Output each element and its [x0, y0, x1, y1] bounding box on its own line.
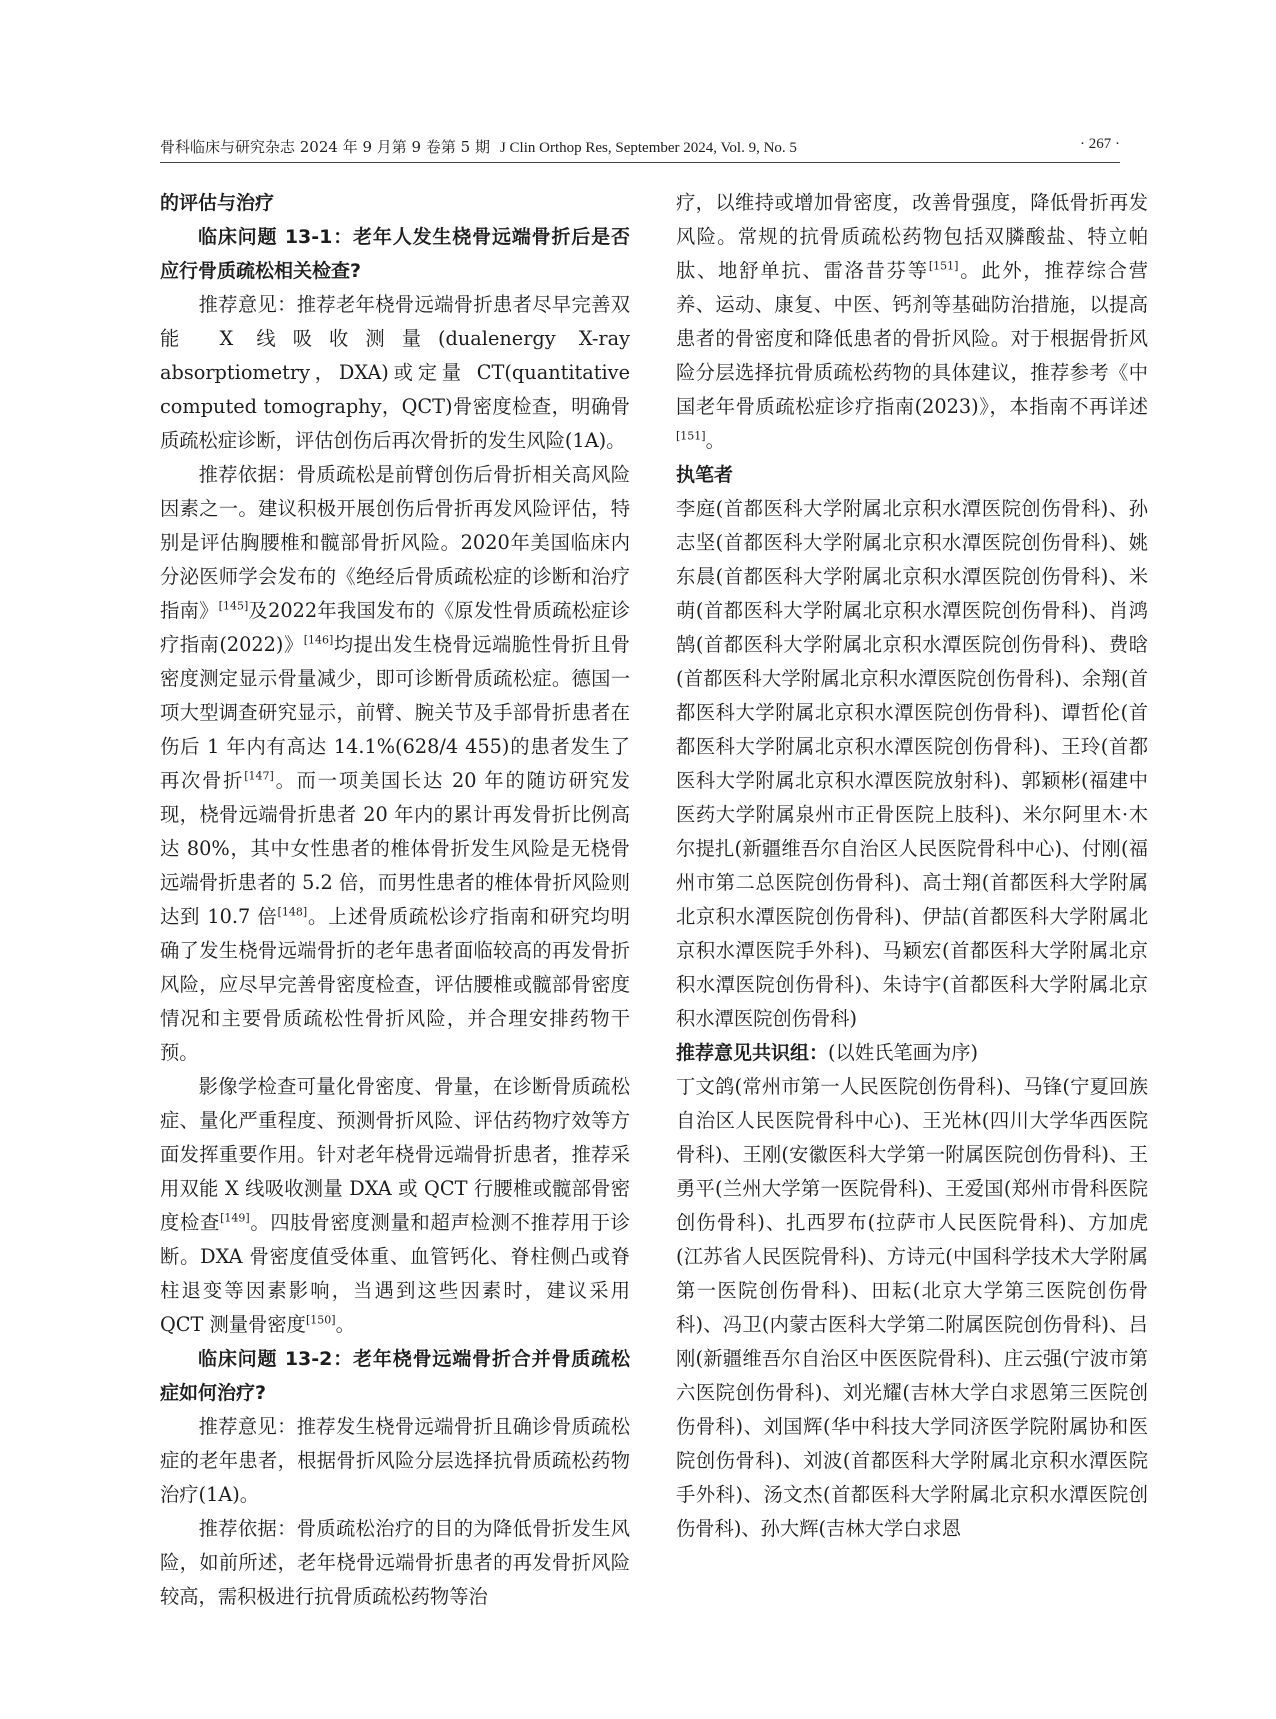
question-13-1-basis [160, 458, 630, 1070]
citation-ref: [146] [303, 633, 334, 647]
journal-citation [160, 136, 797, 157]
question-13-1-title: 临床问题 13-1：老年人发生桡骨远端骨折后是否应行骨质疏松相关检查? [160, 226, 630, 282]
right-column [676, 186, 1148, 1546]
citation-ref: [147] [244, 769, 274, 783]
panel-heading-line [676, 1036, 1148, 1070]
treatment-text: 。 [705, 429, 725, 452]
treatment-text: 。此外，推荐综合营养、运动、康复、中医、钙剂等基础防治措施，以提高患者的骨密度和降低患者的骨折风险。对于根据骨折风险分层选择抗骨质疏松药物的具体建议，推荐参考《中国老年骨质疏松症诊疗指南(2023)》，本指南不再详述 [676, 259, 1149, 418]
journal-title-cn: 骨科临床与研究杂志 2024 年 9 月第 9 卷第 5 期 [160, 138, 490, 156]
treatment-continuation [676, 186, 1148, 458]
citation-ref: [151] [676, 429, 706, 443]
page-number: · 267 · [1080, 136, 1120, 152]
authors-list: 李庭(首都医科大学附属北京积水潭医院创伤骨科)、孙志坚(首都医科大学附属北京积水潭医院创伤骨科)、姚东晨(首都医科大学附属北京积水潭医院创伤骨科)、米萌(首都医科大学附属北京积水潭医院创伤骨科)、肖鸿鹄(首都医科大学附属北京积水潭医院创伤骨科)、费晗(首都医科大学附属北京积水潭医院创伤骨科)、余翔(首都医科大学附属北京积水潭医院创伤骨科)、谭哲伦(首都医科大学附属北京积水潭医院创伤骨科)、王玲(首都医科大学附属北京积水潭医院放射科)、郭颖彬(福建中医药大学附属泉州市正骨医院上肢科)、米尔阿里木·木尔提扎(新疆维吾尔自治区人民医院骨科中心)、付刚(福州市第二总医院创伤骨科)、高士翔(首都医科大学附属北京积水潭医院创伤骨科)、伊喆(首都医科大学附属北京积水潭医院手外科)、马颖宏(首都医科大学附属北京积水潭医院创伤骨科)、朱诗宇(首都医科大学附属北京积水潭医院创伤骨科) [676, 497, 1148, 1030]
imaging-text: 。 [335, 1313, 355, 1336]
panel-list: 丁文鸽(常州市第一人民医院创伤骨科)、马锋(宁夏回族自治区人民医院骨科中心)、王光林(四川大学华西医院骨科)、王刚(安徽医科大学第一附属医院创伤骨科)、王勇平(兰州大学第一医院骨科)、王爱国(郑州市骨科医院创伤骨科)、扎西罗布(拉萨市人民医院骨科)、方加虎(江苏省人民医院骨科)、方诗元(中国科学技术大学附属第一医院创伤骨科)、田耘(北京大学第三医院创伤骨科)、冯卫(内蒙古医科大学第二附属医院创伤骨科)、吕刚(新疆维吾尔自治区中医医院骨科)、庄云强(宁波市第六医院创伤骨科)、刘光耀(吉林大学白求恩第三医院创伤骨科)、刘国辉(华中科技大学同济医学院附属协和医院创伤骨科)、刘波(首都医科大学附属北京积水潭医院手外科)、汤文杰(首都医科大学附属北京积水潭医院创伤骨科)、孙大辉(吉林大学白求恩 [676, 1075, 1148, 1540]
treatment-text: 疗，以维持或增加骨密度，改善骨强度，降低骨折再发风险。常规的抗骨质疏松药物包括双膦酸盐、特立帕肽、地舒单抗、雷洛昔芬等 [676, 191, 1148, 282]
question-13-2-title: 临床问题 13-2：老年桡骨远端骨折合并骨质疏松症如何治疗? [160, 1348, 630, 1404]
panel-heading: 推荐意见共识组： [676, 1042, 829, 1064]
basis-text: 均提出发生桡骨远端脆性骨折且骨密度测定显示骨量减少，即可诊断骨质疏松症。德国一项大型调查研究显示，前臂、腕关节及手部骨折患者在伤后 1 年内有高达 14.1%(628/4 455)的患者发生了再次骨折 [160, 633, 630, 792]
running-header [160, 136, 1120, 158]
basis-text: 推荐依据：骨质疏松是前臂创伤后骨折相关高风险因素之一。建议积极开展创伤后骨折再发风险评估，特别是评估胸腰椎和髋部骨折风险。2020年美国临床内分泌医师学会发布的《绝经后骨质疏松症的诊断和治疗指南》 [160, 463, 630, 622]
basis-text: 及2022年我国发布的《原发性骨质疏松症诊疗指南(2022)》 [160, 599, 631, 656]
citation-ref: [151] [928, 259, 959, 273]
basis-text: 。而一项美国长达 20 年的随访研究发现，桡骨远端骨折患者 20 年内的累计再发骨折比例高达 80%，其中女性患者的椎体骨折发生风险是无桡骨远端骨折患者的 5.2 倍，而男性患者的椎体骨折风险则达到 10.7 倍 [160, 769, 631, 928]
header-rule [160, 162, 1120, 163]
citation-ref: [145] [218, 599, 249, 613]
imaging-text: 。四肢骨密度测量和超声检测不推荐用于诊断。DXA 骨密度值受体重、血管钙化、脊柱侧凸或脊柱退变等因素影响，当遇到这些因素时，建议采用 QCT 测量骨密度 [160, 1211, 631, 1336]
left-column [160, 186, 630, 1614]
question-13-2-basis: 推荐依据：骨质疏松治疗的目的为降低骨折发生风险，如前所述，老年桡骨远端骨折患者的再发骨折风险较高，需积极进行抗骨质疏松药物等治 [160, 1517, 630, 1608]
citation-ref: [148] [277, 905, 308, 919]
question-13-2-recommendation: 推荐意见：推荐发生桡骨远端骨折且确诊骨质疏松症的老年患者，根据骨折风险分层选择抗骨质疏松药物治疗(1A)。 [160, 1415, 630, 1506]
basis-text: 。上述骨质疏松诊疗指南和研究均明确了发生桡骨远端骨折的老年患者面临较高的再发骨折风险，应尽早完善骨密度检查，评估腰椎或髋部骨密度情况和主要骨质疏松性骨折风险，并合理安排药物干预。 [160, 905, 630, 1064]
journal-title-en: J Clin Orthop Res, September 2024, Vol. 9, No. 5 [499, 140, 797, 156]
imaging-paragraph [160, 1070, 630, 1342]
panel-note: (以姓氏笔画为序) [828, 1041, 979, 1064]
imaging-text: 影像学检查可量化骨密度、骨量，在诊断骨质疏松症、量化严重程度、预测骨折风险、评估药物疗效等方面发挥重要作用。针对老年桡骨远端骨折患者，推荐采用双能 X 线吸收测量 DXA 或 QCT 行腰椎或髋部骨密度检查 [160, 1075, 630, 1234]
authors-heading: 执笔者 [676, 464, 734, 486]
question-13-1-recommendation: 推荐意见：推荐老年桡骨远端骨折患者尽早完善双能 X 线吸收测量(dualenergy X-ray absorptiometry，DXA)或定量 CT(quantitative computed tomography，QCT)骨密度检查，明确骨质疏松症诊断，评估创伤后再次骨折的发生风险(1A)。 [160, 293, 630, 452]
citation-ref: [150] [305, 1313, 336, 1327]
citation-ref: [149] [220, 1211, 250, 1225]
section-title: 的评估与治疗 [160, 192, 275, 214]
